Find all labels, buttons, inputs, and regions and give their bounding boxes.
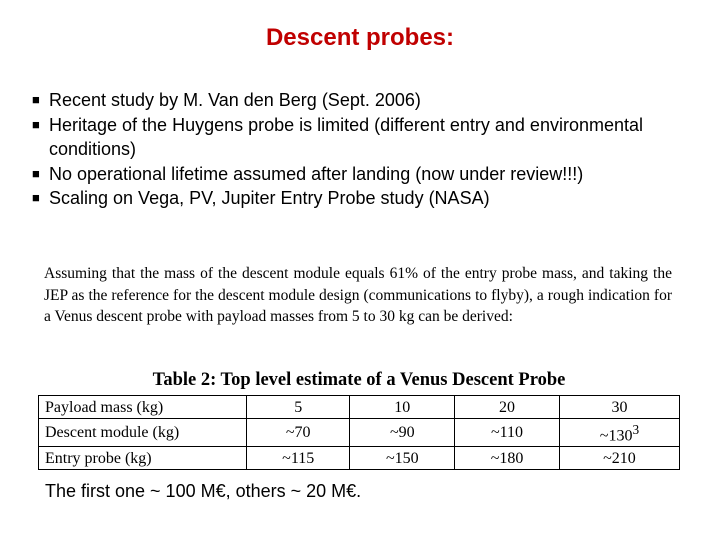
table-cell: ~150: [350, 447, 455, 470]
table-row: [39, 419, 680, 447]
table-cell: 20: [455, 396, 560, 419]
square-bullet-icon: ■: [32, 116, 40, 132]
table-cell: ~70: [247, 419, 350, 447]
table-cell: ~210: [559, 447, 679, 470]
bullet-item: [32, 88, 692, 113]
scanned-excerpt: [38, 260, 680, 465]
cell-value: ~130: [599, 427, 633, 445]
table-cell: 10: [350, 396, 455, 419]
bullet-list: [32, 88, 692, 211]
table-cell: [559, 419, 679, 447]
bullet-text: Heritage of the Huygens probe is limited (different entry and environmental conditions): [49, 114, 643, 159]
table-caption: Table 2: Top level estimate of a Venus Descent Probe: [152, 370, 566, 390]
square-bullet-icon: ■: [32, 165, 40, 181]
table-cell: ~90: [350, 419, 455, 447]
table-cell: ~110: [455, 419, 560, 447]
row-label: Entry probe (kg): [39, 447, 247, 470]
bullet-text: Recent study by M. Van den Berg (Sept. 2006): [49, 90, 421, 110]
estimate-table: [38, 395, 680, 470]
bullet-item: [32, 186, 692, 211]
footer-note: The first one ~ 100 M€, others ~ 20 M€.: [45, 481, 362, 501]
slide-title: Descent probes:: [265, 24, 455, 51]
table-cell: 5: [247, 396, 350, 419]
square-bullet-icon: ■: [32, 92, 40, 107]
table-row: [39, 396, 680, 419]
row-label: Payload mass (kg): [39, 396, 247, 419]
bullet-item: [32, 162, 692, 187]
bullet-text: No operational lifetime assumed after landing (now under review!!!): [49, 163, 584, 184]
excerpt-paragraph: Assuming that the mass of the descent module equals 61% of the entry probe mass, and taking the JEP as the reference for the descent module design (communications to flyby), a rough indication for a Venus descent probe with payload masses from 5 to 30 kg can be derived:: [44, 265, 672, 325]
table-row: [39, 447, 680, 470]
table-cell: ~180: [455, 447, 560, 470]
footnote-mark: 3: [632, 422, 640, 437]
row-label: Descent module (kg): [39, 419, 247, 447]
bullet-text: Scaling on Vega, PV, Jupiter Entry Probe study (NASA): [49, 188, 490, 208]
table-cell: 30: [559, 396, 679, 419]
square-bullet-icon: ■: [32, 190, 40, 205]
table-cell: ~115: [247, 447, 350, 470]
bullet-item: [32, 113, 692, 162]
